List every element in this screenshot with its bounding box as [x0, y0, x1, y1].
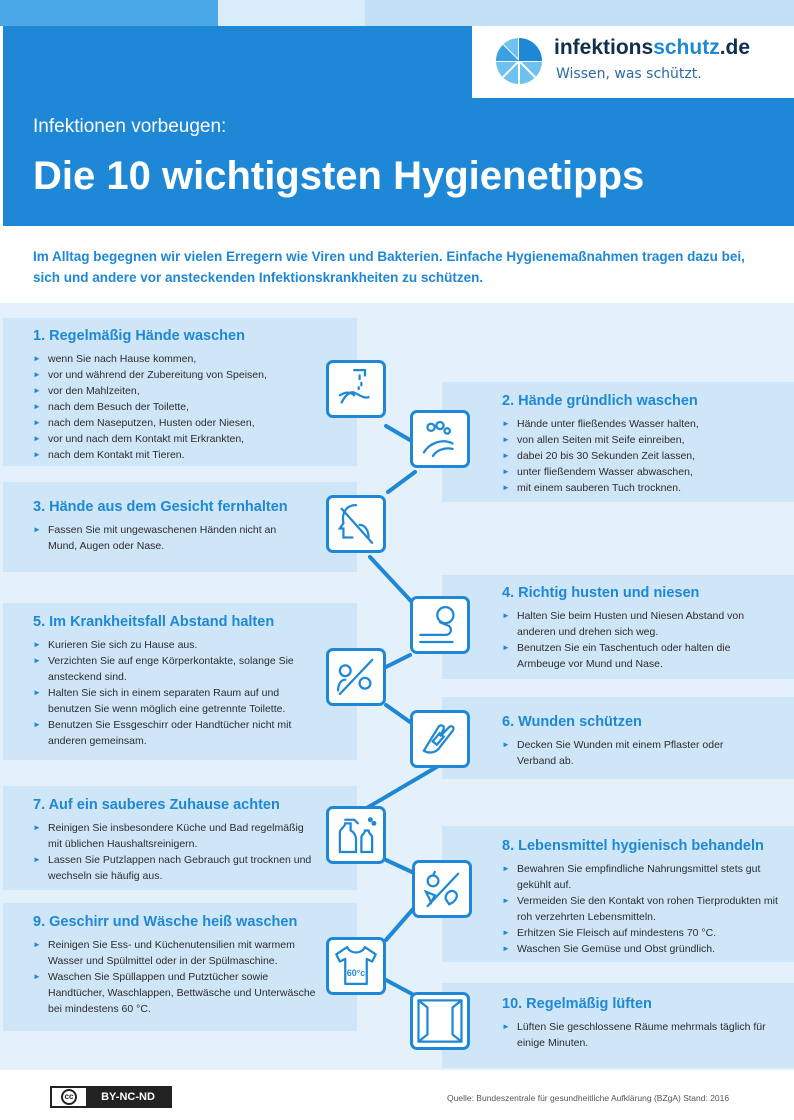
list-item: ► vor und nach dem Kontakt mit Erkrankten,: [33, 431, 323, 447]
list-item: ► Halten Sie sich in einem separaten Raum auf und benutzen Sie wenn möglich eine getrennte Toilette.: [33, 685, 313, 717]
cc-icon: [52, 1088, 86, 1106]
tip-4-title: 4. Richtig husten und niesen: [502, 585, 700, 601]
tip-8-list: [502, 861, 782, 957]
list-item: ► unter fließendem Wasser abwaschen,: [502, 464, 782, 480]
tip-3-list: [33, 522, 293, 554]
list-item: ► Vermeiden Sie den Kontakt von rohen Tierprodukten mit roh verzehrten Lebensmitteln.: [502, 893, 782, 925]
tip-8-title: 8. Lebensmittel hygienisch behandeln: [502, 838, 764, 854]
tip-7: [33, 797, 313, 884]
window-icon: [410, 992, 470, 1050]
tip-2: [502, 393, 782, 496]
distance-icon: [326, 648, 386, 706]
tip-6-title: 6. Wunden schützen: [502, 714, 642, 730]
logo-tagline: Wissen, was schützt.: [556, 66, 702, 82]
tip-4-list: [502, 608, 772, 672]
list-item: ► mit einem sauberen Tuch trocknen.: [502, 480, 782, 496]
intro-text: Im Alltag begegnen wir vielen Erregern wie Viren und Bakterien. Einfache Hygienemaßnahmen tragen dazu bei, sich und andere vor ansteckenden Infektionskrankheiten zu schützen.: [33, 249, 745, 285]
list-item: ► Benutzen Sie Essgeschirr oder Handtücher nicht mit anderen gemeinsam.: [33, 717, 313, 749]
list-item: ► wenn Sie nach Hause kommen,: [33, 351, 323, 367]
page-subtitle: Infektionen vorbeugen:: [33, 116, 227, 137]
soap-hands-icon: [410, 410, 470, 468]
tip-5-list: [33, 637, 313, 749]
tip-10: [502, 996, 777, 1051]
shirt-temp-label: 60°c: [346, 967, 366, 978]
list-item: ► Waschen Sie Gemüse und Obst gründlich.: [502, 941, 782, 957]
tip-1-list: [33, 351, 323, 463]
tip-9-title: 9. Geschirr und Wäsche heiß waschen: [33, 914, 298, 930]
tip-9: [33, 914, 318, 1017]
tip-2-title: 2. Hände gründlich waschen: [502, 393, 698, 409]
bandage-hand-icon: [410, 710, 470, 768]
tip-9-list: [33, 937, 318, 1017]
page-title: Die 10 wichtigsten Hygienetipps: [33, 154, 645, 198]
list-item: ► Decken Sie Wunden mit einem Pflaster oder Verband ab.: [502, 737, 752, 769]
food-icon: [412, 860, 472, 918]
tip-6-list: [502, 737, 752, 769]
list-item: ► nach dem Naseputzen, Husten oder Niesen,: [33, 415, 323, 431]
tip-10-list: [502, 1019, 777, 1051]
list-item: ► Halten Sie beim Husten und Niesen Abstand von anderen und drehen sich weg.: [502, 608, 772, 640]
tip-4: [502, 585, 772, 672]
face-touch-icon: [326, 495, 386, 553]
list-item: ► Lüften Sie geschlossene Räume mehrmals täglich für einige Minuten.: [502, 1019, 777, 1051]
list-item: ► nach dem Besuch der Toilette,: [33, 399, 323, 415]
sneeze-elbow-icon: [410, 596, 470, 654]
list-item: ► Benutzen Sie ein Taschentuch oder halten die Armbeuge vor Mund und Nase.: [502, 640, 772, 672]
list-item: ► Waschen Sie Spüllappen und Putztücher sowie Handtücher, Waschlappen, Bettwäsche und Unterwäsche bei mindestens 60 °C.: [33, 969, 318, 1017]
list-item: ► Erhitzen Sie Fleisch auf mindestens 70 °C.: [502, 925, 782, 941]
tip-10-title: 10. Regelmäßig lüften: [502, 996, 652, 1012]
cc-circle-label: cc: [61, 1089, 77, 1105]
license-badge[interactable]: [50, 1086, 172, 1108]
logo-wordmark: infektionsschutz.de: [554, 36, 751, 59]
tip-1: [33, 328, 323, 463]
list-item: ► Bewahren Sie empfindliche Nahrungsmittel stets gut gekühlt auf.: [502, 861, 782, 893]
shirt-60-icon: [326, 937, 386, 995]
list-item: ► dabei 20 bis 30 Sekunden Zeit lassen,: [502, 448, 782, 464]
tip-1-title: 1. Regelmäßig Hände waschen: [33, 328, 245, 344]
tip-7-title: 7. Auf ein sauberes Zuhause achten: [33, 797, 280, 813]
hand-washing-icon: [326, 360, 386, 418]
list-item: ► von allen Seiten mit Seife einreiben,: [502, 432, 782, 448]
list-item: ► Reinigen Sie insbesondere Küche und Bad regelmäßig mit üblichen Haushaltsreinigern.: [33, 820, 313, 852]
list-item: ► vor den Mahlzeiten,: [33, 383, 323, 399]
tip-5: [33, 614, 313, 749]
list-item: ► nach dem Kontakt mit Tieren.: [33, 447, 323, 463]
list-item: ► Hände unter fließendes Wasser halten,: [502, 416, 782, 432]
list-item: ► Lassen Sie Putzlappen nach Gebrauch gut trocknen und wechseln sie häufig aus.: [33, 852, 313, 884]
list-item: ► Kurieren Sie sich zu Hause aus.: [33, 637, 313, 653]
source-note: Quelle: Bundeszentrale für gesundheitliche Aufklärung (BZgA) Stand: 2016: [447, 1093, 730, 1103]
tip-3-title: 3. Hände aus dem Gesicht fernhalten: [33, 499, 288, 515]
tip-7-list: [33, 820, 313, 884]
cleaning-spray-icon: [326, 806, 386, 864]
list-item: ► Fassen Sie mit ungewaschenen Händen nicht an Mund, Augen oder Nase.: [33, 522, 293, 554]
tip-6: [502, 714, 752, 769]
license-label: BY-NC-ND: [86, 1088, 170, 1106]
list-item: ► vor und während der Zubereitung von Speisen,: [33, 367, 323, 383]
tip-3: [33, 499, 293, 554]
tip-5-title: 5. Im Krankheitsfall Abstand halten: [33, 614, 275, 630]
tip-2-list: [502, 416, 782, 496]
list-item: ► Reinigen Sie Ess- und Küchenutensilien mit warmem Wasser und Spülmittel oder in der Spülmaschine.: [33, 937, 318, 969]
tip-8: [502, 838, 782, 957]
list-item: ► Verzichten Sie auf enge Körperkontakte, solange Sie ansteckend sind.: [33, 653, 313, 685]
